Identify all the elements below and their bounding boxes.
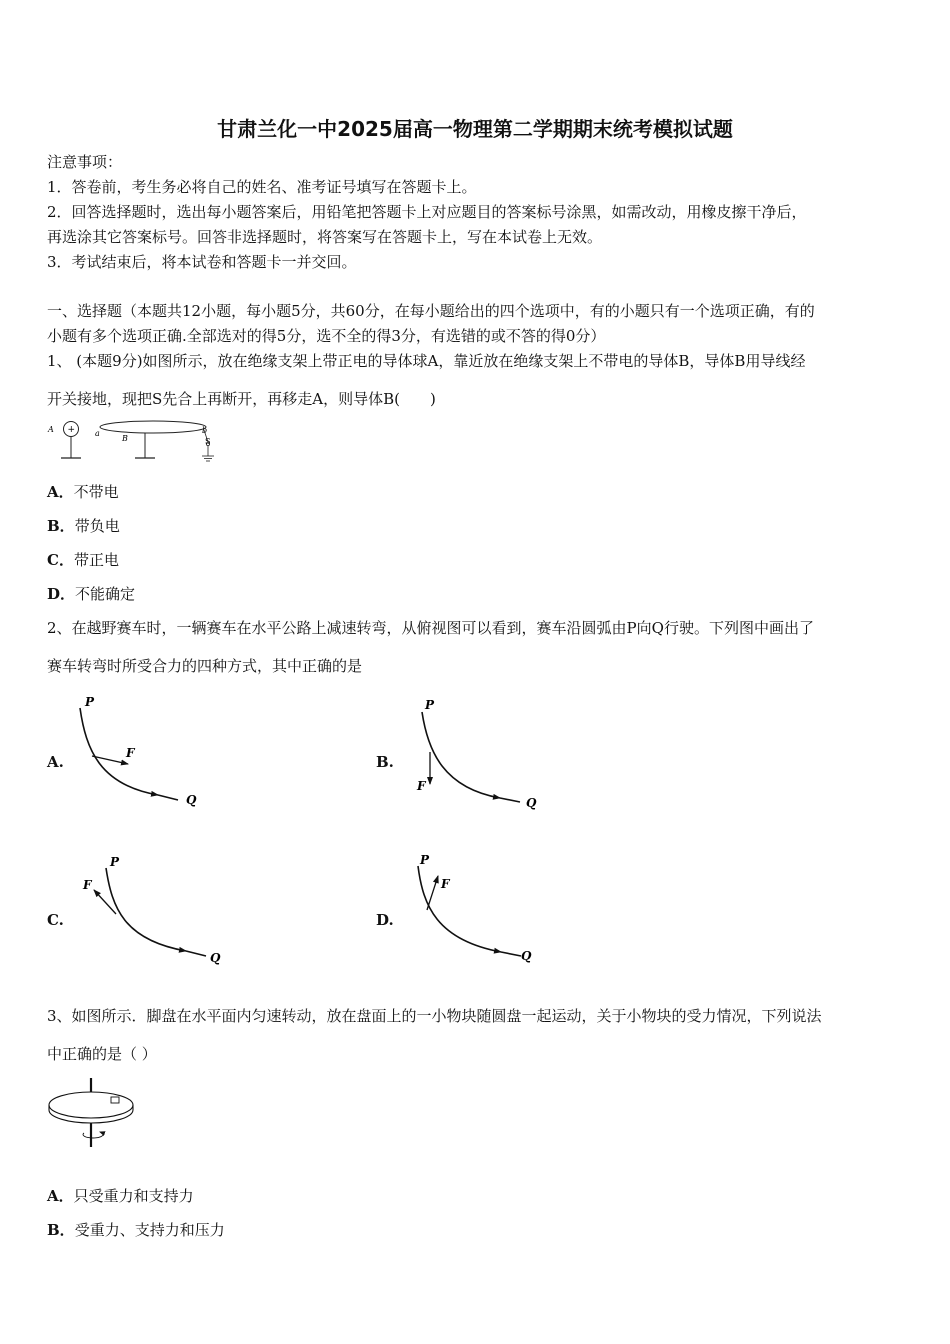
page-title: 甘肃兰化一中2025届高一物理第二学期期末统考模拟试题 [217, 117, 733, 141]
label-f: F [126, 746, 135, 760]
q2-option-a[interactable] [47, 752, 64, 772]
option-letter: A． [47, 483, 74, 501]
q2-option-c[interactable] [47, 910, 64, 930]
option-text: 不带电 [73, 483, 119, 501]
question-3-text: 3、如图所示．脚盘在水平面内匀速转动，放在盘面上的一小物块随圆盘一起运动，关于小物块的受力情况，下列说法 [47, 1007, 822, 1025]
note-item: 2．回答选择题时，选出每小题答案后，用铅笔把答题卡上对应题目的答案标号涂黑，如需改动，用橡皮擦干净后， [47, 203, 807, 221]
label-b: B [122, 434, 128, 443]
note-item: 再选涂其它答案标号。回答非选择题时，将答案写在答题卡上，写在本试卷上无效。 [47, 228, 603, 246]
q3-option-b[interactable] [47, 1220, 225, 1240]
option-letter: B． [47, 1221, 75, 1239]
q1-option-a[interactable] [47, 482, 119, 502]
q2-figure-d [405, 848, 545, 973]
q2-option-d[interactable] [376, 910, 394, 930]
q2-option-b[interactable] [376, 752, 394, 772]
label-f: F [417, 779, 426, 793]
option-letter: D. [376, 911, 394, 929]
note-item: 1．答卷前，考生务必将自己的姓名、准考证号填写在答题卡上。 [47, 178, 477, 196]
label-f: F [83, 878, 92, 892]
label-q: Q [210, 951, 221, 965]
q3-option-a[interactable] [47, 1186, 194, 1206]
question-2-text: 2、在越野赛车时，一辆赛车在水平公路上减速转弯，从俯视图可以看到，赛车沿圆弧由P向Q行驶。下列图中画出了 [47, 619, 814, 637]
q1-option-c[interactable] [47, 550, 119, 570]
label-a: A [48, 425, 54, 434]
question-2-text: 赛车转弯时所受合力的四种方式，其中正确的是 [47, 657, 363, 675]
option-letter: C． [47, 551, 74, 569]
label-a-small: a [95, 429, 100, 438]
label-p: P [85, 695, 95, 709]
option-text: 只受重力和支持力 [73, 1187, 194, 1205]
option-text: 受重力、支持力和压力 [74, 1221, 225, 1239]
label-p: P [420, 853, 430, 867]
label-p: P [425, 698, 435, 712]
label-f: F [441, 877, 450, 891]
q2-figure-c [78, 848, 228, 973]
q2-figure-b [410, 690, 550, 815]
label-s: S [205, 437, 211, 446]
label-q: Q [186, 793, 197, 807]
label-b-small: b [202, 426, 208, 435]
option-letter: A. [47, 753, 64, 771]
q1-option-b[interactable] [47, 516, 120, 536]
option-letter: D． [47, 585, 76, 603]
option-text: 带负电 [74, 517, 120, 535]
q1-option-d[interactable] [47, 584, 135, 604]
question-1-figure [45, 418, 225, 466]
option-text: 不能确定 [75, 585, 136, 603]
section-instructions: 一、选择题（本题共12小题，每小题5分，共60分，在每小题给出的四个选项中，有的小题只有一个选项正确，有的 [47, 302, 815, 320]
question-1-text: 开关接地，现把S先合上再断开，再移走A，则导体B( ) [47, 390, 436, 408]
label-p: P [110, 855, 120, 869]
option-text: 带正电 [73, 551, 119, 569]
label-q: Q [526, 796, 537, 810]
q2-figure-a [70, 690, 210, 815]
question-1-text: 1、 (本题9分)如图所示，放在绝缘支架上带正电的导体球A，靠近放在绝缘支架上不带电的导体B，导体B用导线经 [47, 352, 806, 370]
question-3-text: 中正确的是（ ） [47, 1045, 157, 1063]
label-q: Q [521, 949, 532, 963]
option-letter: C. [47, 911, 64, 929]
option-letter: A． [47, 1187, 74, 1205]
label-plus: + [67, 425, 76, 435]
note-item: 3．考试结束后，将本试卷和答题卡一并交回。 [47, 253, 357, 271]
section-instructions: 小题有多个选项正确.全部选对的得5分，选不全的得3分，有选错的或不答的得0分） [47, 327, 606, 345]
option-letter: B. [376, 753, 394, 771]
option-letter: B． [47, 517, 75, 535]
question-3-figure [44, 1075, 144, 1150]
notes-heading: 注意事项： [47, 153, 123, 171]
